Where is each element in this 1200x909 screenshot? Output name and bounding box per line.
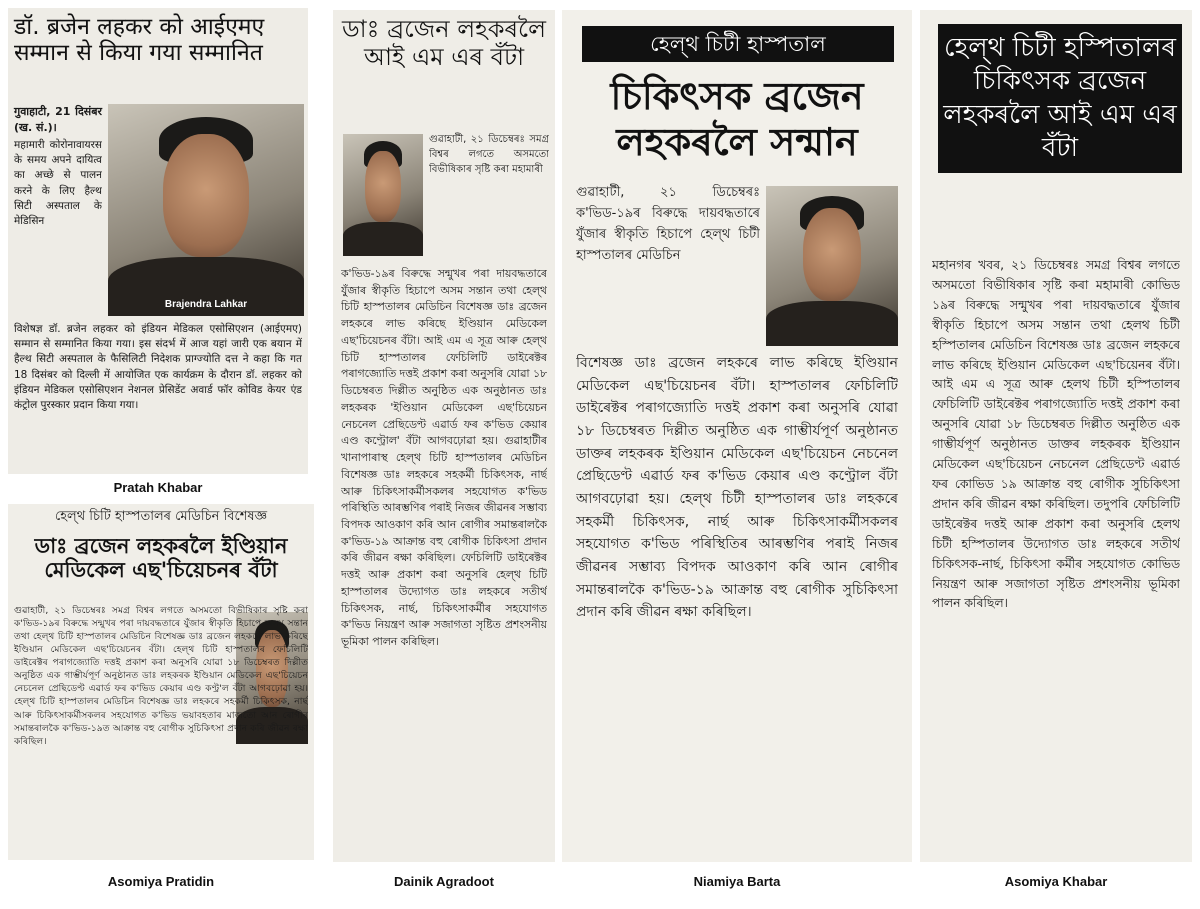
kicker: হেল্থ চিটী হাস্পতাল [582, 26, 894, 62]
clip-niamiya-barta [562, 10, 912, 862]
portrait-photo [766, 186, 898, 346]
headline: চিকিৎসক ব্ৰজেন লহকৰলৈ সন্মান [610, 74, 864, 164]
article-text-left: महामारी कोरोनावायरस के समय अपने दायित्व का अच्छे से पालन करने के लिए हैल्थ सिटी अस्पताल के मेडिसिन [14, 139, 102, 228]
headline: डॉ. ब्रजेन लहकर को आईएमए सम्मान से किया गया सम्मानित [14, 14, 265, 67]
kicker: হেল্থ চিটি হাস্পতালৰ মেডিচিন বিশেষজ্ঞ [54, 509, 268, 524]
portrait-photo [108, 104, 304, 316]
source-label-asomiya-khabar: Asomiya Khabar [1004, 874, 1108, 889]
clip-dainik-agradoot [333, 10, 555, 862]
source-label-pratah-khabar: Pratah Khabar [113, 480, 203, 495]
article-text-side: গুৱাহাটী, ২১ ডিচেম্বৰঃ সমগ্ৰ বিশ্বৰ লগতে অসমতো বিভীষিকাৰ সৃষ্টি কৰা মহামাৰী [429, 134, 549, 175]
article-text: গুৱাহাটী, ২১ ডিচেম্বৰঃ সমগ্ৰ বিশ্বৰ লগতে অসমতো বিভীষিকাৰ সৃষ্টি কৰা ক'ভিড-১৯ৰ বিৰুদ্ধে সন্মুখৰ পৰা দায়বদ্ধতাৰে যুঁজাৰ স্বীকৃতি হিচাপে অসম সন্তান তথা হেল্থ চিটি হাস্পতালৰ মেডিচিন বিশেষজ্ঞ ডাঃ ব্ৰজেন লহকৰে লাভ কৰিছে ইণ্ডিয়ান মেডিকেল এছ'চিয়েচনৰ বঁটা। হেল্থ চিটি হাস্পতালৰ ফেচিলিটি ডাইৰেক্টৰ পৰাগজ্যোতি দত্তই প্ৰকাশ কৰা অনুসৰি যোৱা ১৮ ডিচেম্বৰত দিল্লীত অনুষ্ঠিত এক গাম্ভীৰ্যপূৰ্ণ অনুষ্ঠানত ডাঃ লহকৰক ইণ্ডিয়ান মেডিকেল এছ'চিয়েচন নেচনেল প্ৰেছিডেণ্ট এৱাৰ্ড ফৰ ক'ভিড কেয়াৰ এণ্ড কণ্ট্ৰ'ল বঁটা আগবঢ়োৱা হয়। হেল্থ চিটি হাস্পতালৰ মেডিচিন বিশেষজ্ঞ ডাঃ লহকৰে সহকৰ্মী চিকিৎসক, নাৰ্ছ আৰু চিকিৎসাকৰ্মীসকলৰ সহযোগত ক'ভিড ভয়াবহতাৰ মাজতো আন ৰোগীৰ সমান্তৰালকৈ ক'ভিড-১৯ত আক্ৰান্ত বহু ৰোগীক সুচিকিৎসা প্ৰদান কৰি জীৱন ৰক্ষা কৰিছিল। [14, 605, 308, 747]
clip-asomiya-khabar [920, 10, 1192, 862]
portrait-photo [343, 134, 423, 256]
source-label-dainik-agradoot: Dainik Agradoot [394, 874, 494, 889]
article-text: বিশেষজ্ঞ ডাঃ ব্ৰজেন লহকৰে লাভ কৰিছে ইণ্ডিয়ান মেডিকেল এছ'চিয়েচনৰ বঁটা। হাস্পতালৰ ফেচিলিটি ডাইৰেক্টৰ পৰাগজ্যোতি দত্তই প্ৰকাশ কৰা অনুসৰি যোৱা ১৮ ডিচেম্বৰত দিল্লীত অনুষ্ঠিত এক গাম্ভীৰ্যপূৰ্ণ অনুষ্ঠানত ডাক্তৰ লহকৰক ইণ্ডিয়ান মেডিকেল এছ'চিয়েচন নেচনেল প্ৰেছিডেণ্ট এৱাৰ্ড ফৰ ক'ভিড কেয়াৰ এণ্ড কণ্ট্ৰোল বঁটা আগবঢ়োৱা হয়। হেল্থ চিটী হাস্পতালৰ ডাঃ লহকৰে সহকৰ্মী চিকিৎসক, নাৰ্ছ আৰু চিকিৎসাকৰ্মীসকলৰ সহযোগত ক'ভিড পৰিস্থিতিৰ আৰম্ভণিৰ পৰাই নিজৰ জীৱনৰ সম্ভাব্য বিপদক আওকাণ কৰি আন ৰোগীৰ সমান্তৰালকৈ ক'ভিড-১৯ আক্ৰান্ত বহু ৰোগীক সুচিকিৎসা প্ৰদান কৰি জীৱন ৰক্ষা কৰিছিল। [576, 355, 898, 621]
headline: হেল্থ চিটী হস্পিতালৰ চিকিৎসক ব্ৰজেন লহকৰলৈ আই এম এৰ বঁটা [938, 24, 1182, 173]
clip-pratah-khabar [8, 8, 308, 474]
article-text: ক'ভিড-১৯ৰ বিৰুদ্ধে সন্মুখৰ পৰা দায়বদ্ধতাৰে যুঁজাৰ স্বীকৃতি হিচাপে অসম সন্তান তথা হেল্থ চিটি হাস্পতালৰ মেডিচিন বিশেষজ্ঞ ডাঃ ব্ৰজেন লহকৰে লাভ কৰিছে ইণ্ডিয়ান মেডিকেল এছ'চিয়েচনৰ বঁটা। আই এম এ সূত্ৰ আৰু হেল্থ চিটি হাস্পতালৰ ফেচিলিটি ডাইৰেক্টৰ পৰাগজ্যোতি দত্তই প্ৰকাশ কৰা অনুসৰি যোৱা ১৮ ডিচেম্বৰত দিল্লীত অনুষ্ঠিত এক অনুষ্ঠানত ডাঃ লহকৰক 'ইণ্ডিয়ান মেডিকেল এছ'চিয়েচন নেচনেল প্ৰেছিডেণ্ট এৱাৰ্ড ফৰ ক'ভিড কেয়াৰ এণ্ড কণ্ট্ৰোল' বঁটা আগবঢ়োৱা হয়। গুৱাহাটীৰ খানাপাৰাস্থ হেল্থ চিটি হাস্পতালৰ মেডিচিন বিশেষজ্ঞ ডাঃ লহকৰে সহকৰ্মী চিকিৎসক, নাৰ্ছ আৰু চিকিৎসাকৰ্মীসকলৰ সহযোগত ক'ভিড পৰিস্থিতি আৰম্ভণিৰ পৰাই নিজৰ জীৱনৰ সম্ভাব্য বিপদক আওকাণ কৰি আন ৰোগীৰ সমান্তৰালকৈ ক'ভিড-১৯ আক্ৰান্ত বহু ৰোগীক চিকিৎসা প্ৰদান কৰি জীৱন ৰক্ষা কৰিছিল। ফেচিলিটি ডাইৰেক্টৰ দত্তই আৰু প্ৰকাশ কৰা অনুসৰি হেল্থ চিটি হাস্পতালৰ উদ্যোগত ডাঃ লহকৰে সতীৰ্থ চিকিৎসক, নাৰ্ছ, চিকিৎসাকৰ্মীৰ সহযোগত ক'ভিড নিয়ন্ত্ৰণ আৰু সজাগতা সৃষ্টিত প্ৰশংসনীয় ভূমিকা পালন কৰিছিল। [341, 267, 547, 649]
headline: ডাঃ ব্ৰজেন লহকৰলৈ আই এম এৰ বঁটা [342, 15, 546, 71]
clip-asomiya-pratidin [8, 504, 314, 860]
dateline: गुवाहाटी, 21 दिसंबर (ख. सं.)। [14, 105, 102, 134]
article-text: विशेषज्ञ डॉ. ब्रजेन लहकर को इंडियन मेडिकल एसोसिएशन (आईएमए) सम्मान से सम्मानित किया गया। इस संदर्भ में आज यहां जारी एक बयान में हैल्थ सिटी अस्पताल के फैसिलिटी निदेशक प्राग्ज्योति दत्त ने कहा कि गत 18 दिसंबर को दिल्ली में आयोजित एक कार्यक्रम के दौरान डॉ. लहकर को इंडियन मेडिकल एसोसिएशन नेशनल प्रेसिडेंट अवार्ड फॉर कोविड केयर एंड कंट्रोल पुरस्कार प्रदान किया गया। [14, 323, 302, 412]
photo-caption: Brajendra Lahkar [164, 299, 248, 310]
source-label-niamiya-barta: Niamiya Barta [693, 874, 781, 889]
article-text: মহানগৰ খবৰ, ২১ ডিচেম্বৰঃ সমগ্ৰ বিশ্বৰ লগতে অসমতো বিভীষিকাৰ সৃষ্টি কৰা মহামাৰী কোভিড ১৯ৰ বিৰুদ্ধে সন্মুখৰ পৰা দায়বদ্ধতাৰে যুঁজাৰ স্বীকৃতি হিচাপে অসম সন্তান তথা হেলথ চিটী হস্পিতালৰ মেডিচিন বিশেষজ্ঞ ডাঃ ব্ৰজেন লহকৰে লাভ কৰিছে ইণ্ডিয়ান মেডিকেল এছ'চিয়েনৰ বঁটা। আই এম এ সূত্ৰ আৰু হেলথ চিটী হস্পিতালৰ ফেচিলিটি ডাইৰেক্টৰ পৰাগজ্যোতি দত্তই প্ৰকাশ কৰা অনুসৰি যোৱা ১৮ ডিচেম্বৰত দিল্লীত অনুষ্ঠিত এক গাম্ভীৰ্যপূৰ্ণ অনুষ্ঠানত ডাক্তৰ লহকৰক ইণ্ডিয়ান মেডিকেল এছ'চিয়েচন নেচনেল প্ৰেছিডেণ্ট এৱাৰ্ড ফৰ কোভিড ১৯ আক্ৰান্ত বহু ৰোগীক সুচিকিৎসা প্ৰদান কৰি জীৱন ৰক্ষা কৰিছিল। তদুপৰি ফেচিলিটি ডাইৰেক্টৰ দত্তই আৰু প্ৰকাশ কৰা অনুসৰি হেলথ চিটী হস্পিতালৰ উদ্যোগত ডাঃ লহকৰে সতীৰ্থ চিকিৎসক-নাৰ্ছ, চিকিৎসা কৰ্মীৰ সহযোগত কোভিড নিয়ন্ত্ৰণ আৰু সজাগতা সৃষ্টিত প্ৰশংসনীয় ভূমিকা পালন কৰিছিল। [932, 258, 1180, 611]
headline: ডাঃ ব্ৰজেন লহকৰলৈ ইণ্ডিয়ান মেডিকেল এছ'চিয়েচনৰ বঁটা [34, 534, 288, 583]
source-label-asomiya-pratidin: Asomiya Pratidin [107, 874, 215, 889]
article-text-top: গুৱাহাটী, ২১ ডিচেম্বৰঃ ক'ভিড-১৯ৰ বিৰুদ্ধে দায়বদ্ধতাৰে যুঁজাৰ স্বীকৃতি হিচাপে হেল্থ চিটী হাস্পতালৰ মেডিচিন [576, 185, 760, 264]
